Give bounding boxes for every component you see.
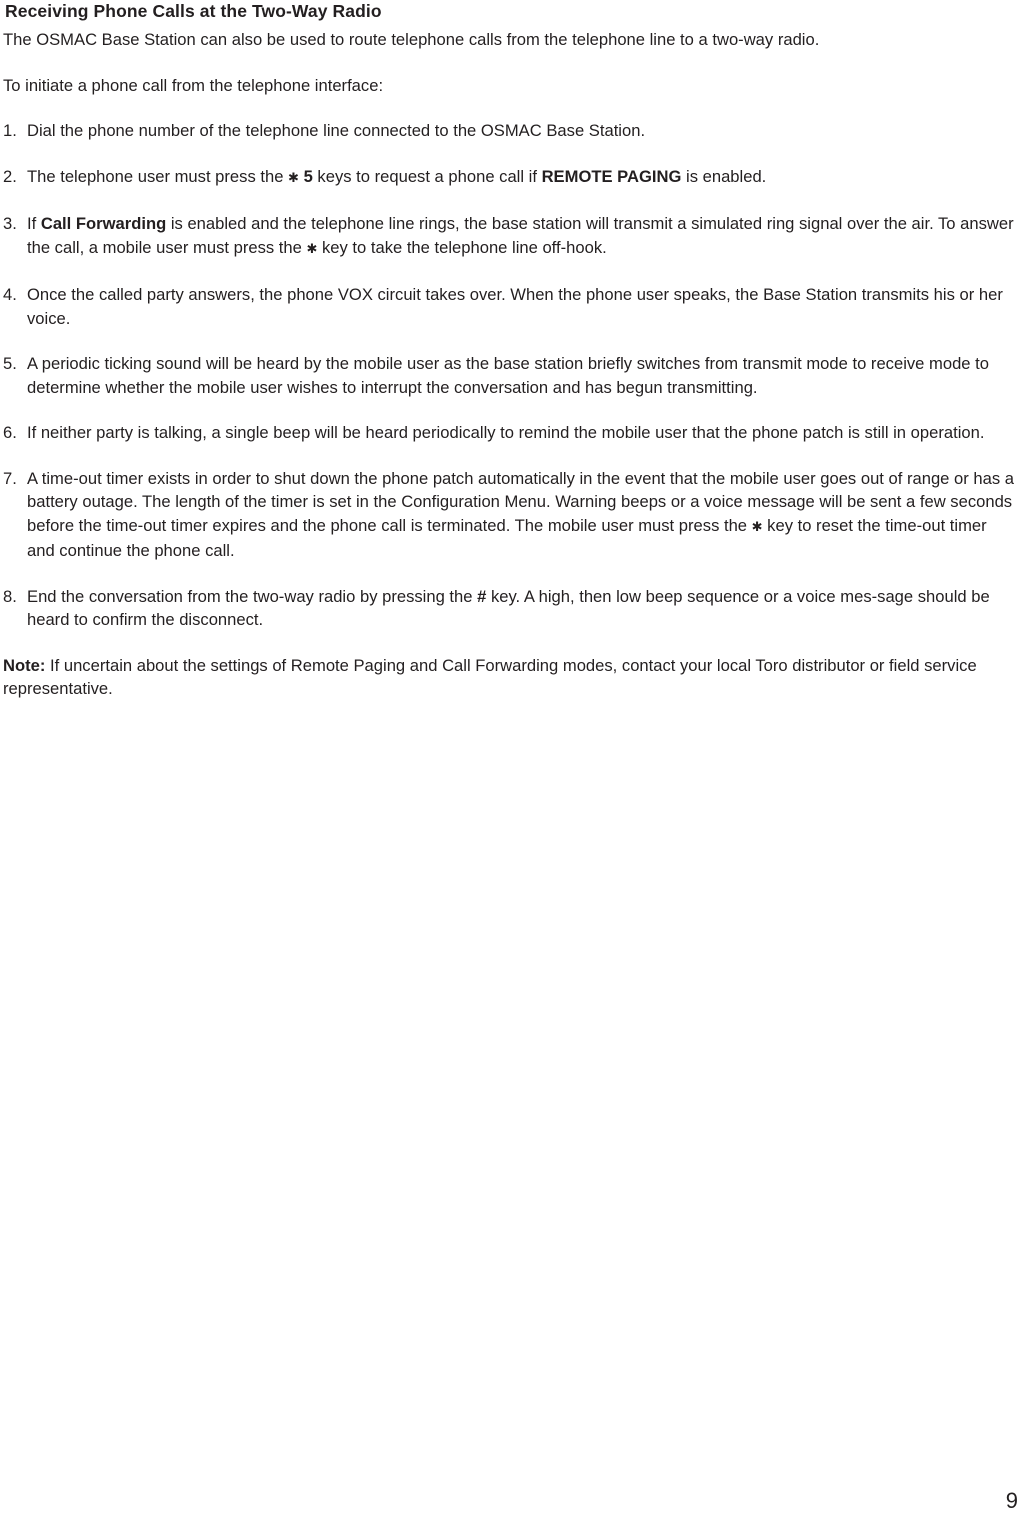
step-text-post: is enabled. <box>681 166 767 186</box>
star-key-icon: ✱ <box>288 170 299 186</box>
steps-list <box>3 119 1015 632</box>
step-number: 6. <box>3 423 17 442</box>
step-text-pre: End the conversation from the two-way radio by pressing the <box>27 586 478 606</box>
step-number: 1. <box>3 121 17 140</box>
step-text-mid: is enabled and the telephone line rings, the base station will transmit a simulated ring signal over the air. To answer the call, a mobile user must press the <box>27 214 1014 257</box>
intro-paragraph: The OSMAC Base Station can also be used to route telephone calls from the telephone line to a two-way radio. <box>3 30 820 49</box>
list-item <box>3 283 1015 330</box>
step-text: A periodic ticking sound will be heard by the mobile user as the base station briefly switches from transmit mode to receive mode to determine whether the mobile user wishes to interrupt the conversation and has begun transmitting. <box>27 354 989 397</box>
step-text <box>27 587 990 630</box>
step-text: Dial the phone number of the telephone line connected to the OSMAC Base Station. <box>27 121 646 140</box>
step-text <box>27 214 1014 257</box>
list-item <box>3 119 1015 143</box>
hash-key-icon: # <box>477 586 487 606</box>
list-item <box>3 421 1015 445</box>
step-text-post: key to reset the time-out timer and continue the phone call. <box>27 515 987 560</box>
note-label: Note: <box>3 655 46 675</box>
step-text-pre: A time-out timer exists in order to shut down the phone patch automatically in the event that the mobile user goes out of range or has a battery outage. The length of the timer is set in the Configuration Menu. Warning beeps or a voice message will be sent a few seconds before the time-out timer expires and the phone call is terminated. The mobile user must press the <box>27 468 1014 535</box>
step-text: If neither party is talking, a single beep will be heard periodically to remind the mobile user that the phone patch is still in operation. <box>27 423 985 442</box>
page-number: 9 <box>1005 1488 1018 1513</box>
step-text-pre: The telephone user must press the <box>27 166 289 186</box>
step-text: Once the called party answers, the phone VOX circuit takes over. When the phone user speaks, the Base Station transmits his or her voice. <box>27 285 1003 328</box>
call-forwarding-term: Call Forwarding <box>40 214 167 233</box>
step-text-mid: keys to request a phone call if <box>312 166 542 186</box>
step-text <box>27 167 766 186</box>
step-number: 5. <box>3 354 17 373</box>
remote-paging-term: REMOTE PAGING <box>541 166 682 186</box>
star-key-icon: ✱ <box>751 519 763 535</box>
step-number: 2. <box>3 166 17 186</box>
body-text <box>3 28 1015 723</box>
step-number: 3. <box>3 214 17 233</box>
key-five: 5 <box>303 166 313 186</box>
step-text-post: key to take the telephone line off-hook. <box>317 237 607 257</box>
step-text-pre: If <box>27 214 41 233</box>
list-item <box>3 352 1015 399</box>
step-text <box>27 469 1014 561</box>
note-paragraph <box>3 654 1015 701</box>
list-item <box>3 585 1015 632</box>
step-number: 7. <box>3 468 17 488</box>
star-key-icon: ✱ <box>306 241 318 257</box>
list-item <box>3 467 1015 563</box>
list-item <box>3 165 1015 191</box>
step-text-post: key. A high, then low beep sequence or a voice mes-sage should be heard to confirm the disconnect. <box>27 586 990 629</box>
step-number: 8. <box>3 586 17 606</box>
list-item <box>3 212 1015 261</box>
section-title: Receiving Phone Calls at the Two-Way Radio <box>5 1 382 21</box>
note-text: If uncertain about the settings of Remote Paging and Call Forwarding modes, contact your local Toro distributor or field service representative. <box>3 655 977 698</box>
step-number: 4. <box>3 285 17 304</box>
lead-in-paragraph: To initiate a phone call from the telephone interface: <box>3 75 384 95</box>
